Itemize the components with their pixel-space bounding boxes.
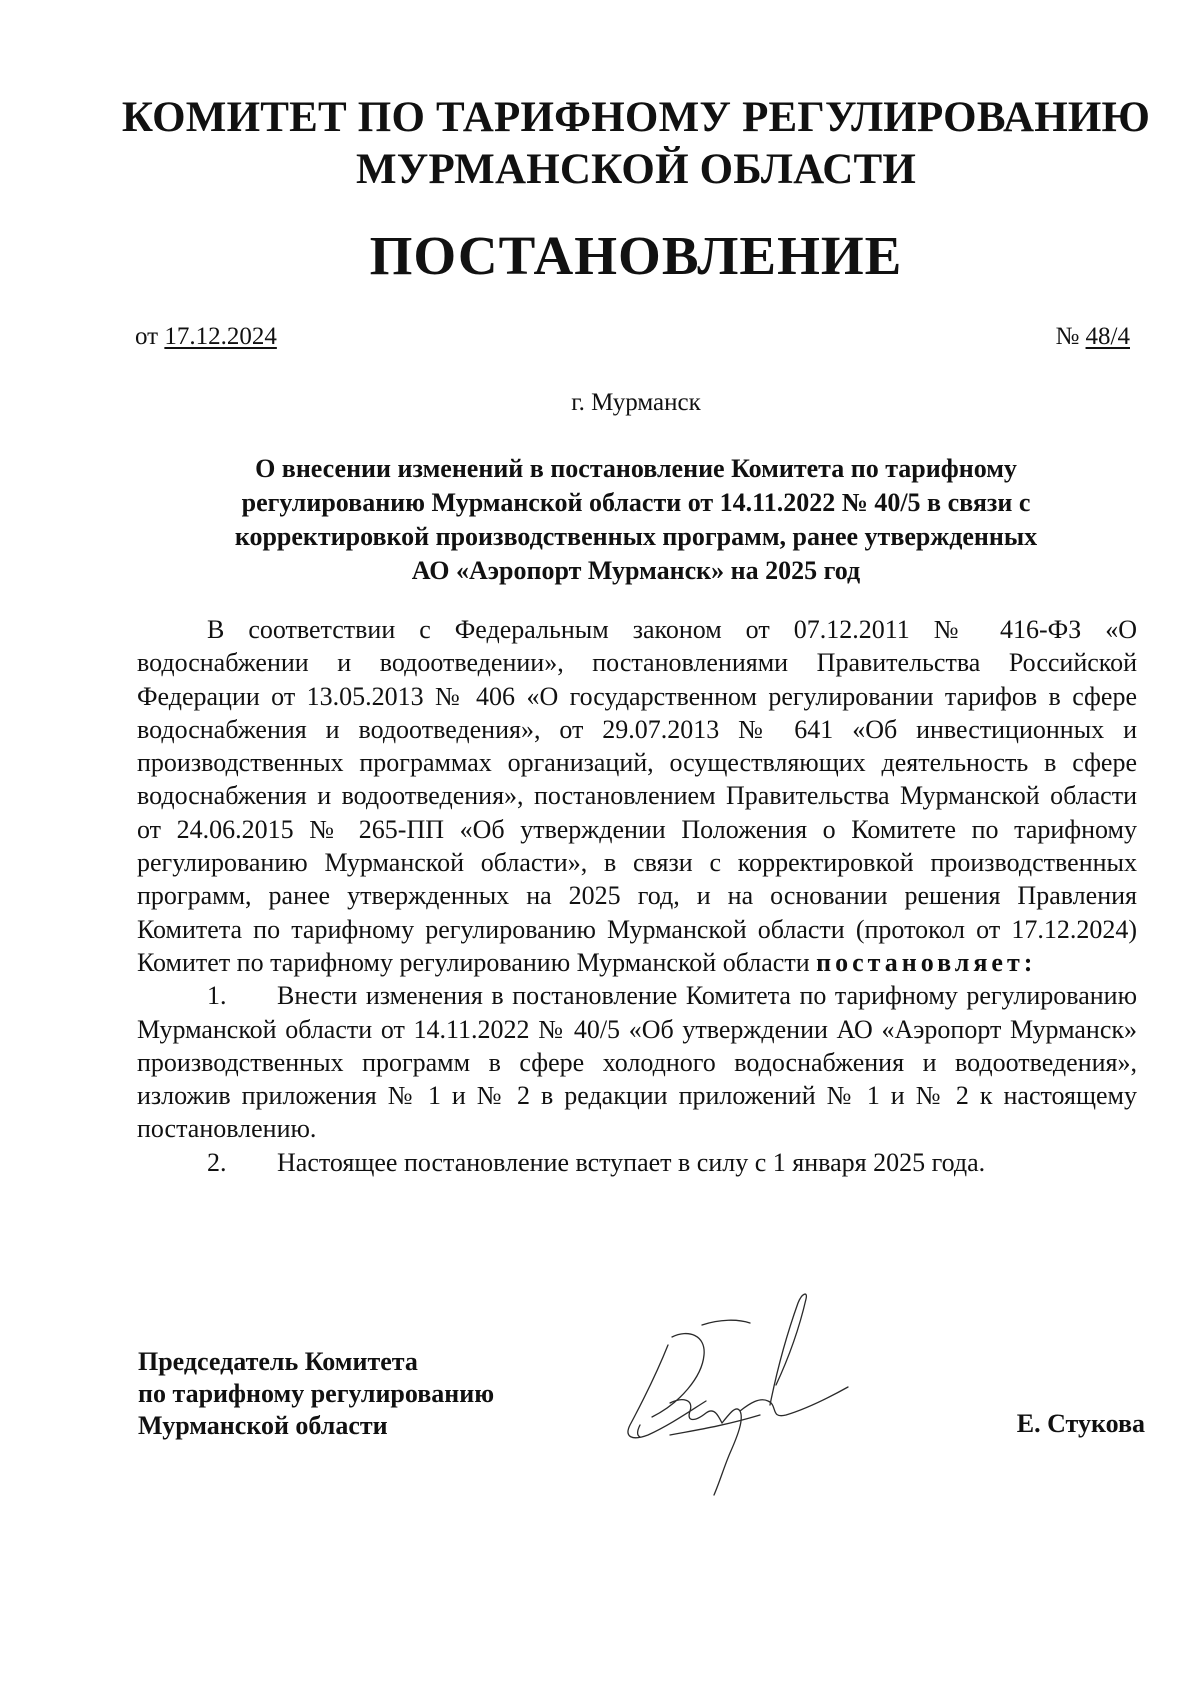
- subject-line-3: корректировкой производственных программ, ранее утвержденных: [234, 522, 1038, 551]
- signatory-name: Е. Стукова: [1016, 1409, 1145, 1438]
- organization-title-line-2: МУРМАНСКОЙ ОБЛАСТИ: [355, 146, 917, 193]
- subject-line-4: АО «Аэропорт Мурманск» на 2025 год: [411, 556, 861, 585]
- city: г. Мурманск: [571, 389, 701, 416]
- document-number: [1055, 322, 1130, 352]
- resolves-word: постановляет:: [816, 947, 1037, 977]
- list-item-number: 1.: [207, 981, 227, 1011]
- number-prefix: №: [1055, 323, 1080, 350]
- signatory-title-line-1: Председатель Комитета: [138, 1347, 418, 1376]
- subject-line-2: регулированию Мурманской области от 14.11.2022 № 40/5 в связи с: [241, 488, 1031, 517]
- organization-title-line-1: КОМИТЕТ ПО ТАРИФНОМУ РЕГУЛИРОВАНИЮ: [121, 94, 1151, 141]
- list-item: [137, 979, 1137, 1145]
- preamble-paragraph: [137, 613, 1137, 979]
- list-item-text: Внести изменения в постановление Комитета по тарифному регулированию Мурманской области от 14.11.2022 № 40/5 «Об утверждении АО «Аэропорт Мурманск» производственных программ в сфере холодного водоснабжения и водоотведения», изложив приложения № 1 и № 2 в редакции приложений № 1 и № 2 к настоящему постановлению.: [137, 981, 1137, 1144]
- list-item-number: 2.: [207, 1147, 227, 1177]
- signatory-title-line-2: по тарифному регулированию: [138, 1379, 495, 1408]
- list-item-text: Настоящее постановление вступает в силу с 1 января 2025 года.: [277, 1147, 986, 1177]
- organization-title: [100, 92, 1172, 196]
- signatory-title: [138, 1346, 494, 1442]
- list-item: [137, 1146, 1137, 1179]
- document-body: [137, 613, 1137, 1179]
- preamble-text: В соответствии с Федеральным законом от 07.12.2011 № 416-ФЗ «О водоснабжении и водоотведении», постановлениями Правительства Российской Федерации от 13.05.2013 № 406 «О государственном регулировании тарифов в сфере водоснабжения и водоотведения», от 29.07.2013 № 641 «Об инвестиционных и производственных программах организаций, осуществляющих деятельность в сфере водоснабжения и водоотведения», постановлением Правительства Мурманской области от 24.06.2015 № 265-ПП «Об утверждении Положения о Комитете по тарифному регулированию Мурманской области», в связи с корректировкой производственных программ, ранее утвержденных на 2025 год, и на основании решения Правления Комитета по тарифному регулированию Мурманской области (протокол от 17.12.2024) Комитет по тарифному регулированию Мурманской области: [137, 615, 1137, 977]
- document-subject: [165, 452, 1107, 588]
- document-type: ПОСТАНОВЛЕНИЕ: [369, 225, 903, 286]
- subject-line-1: О внесении изменений в постановление Комитета по тарифному: [255, 454, 1017, 483]
- number-value: 48/4: [1085, 323, 1130, 350]
- handwritten-signature: [610, 1285, 860, 1505]
- date-value: 17.12.2024: [164, 323, 277, 350]
- document-date: [135, 322, 277, 352]
- signatory-title-line-3: Мурманской области: [138, 1411, 388, 1440]
- date-prefix: от: [135, 323, 159, 350]
